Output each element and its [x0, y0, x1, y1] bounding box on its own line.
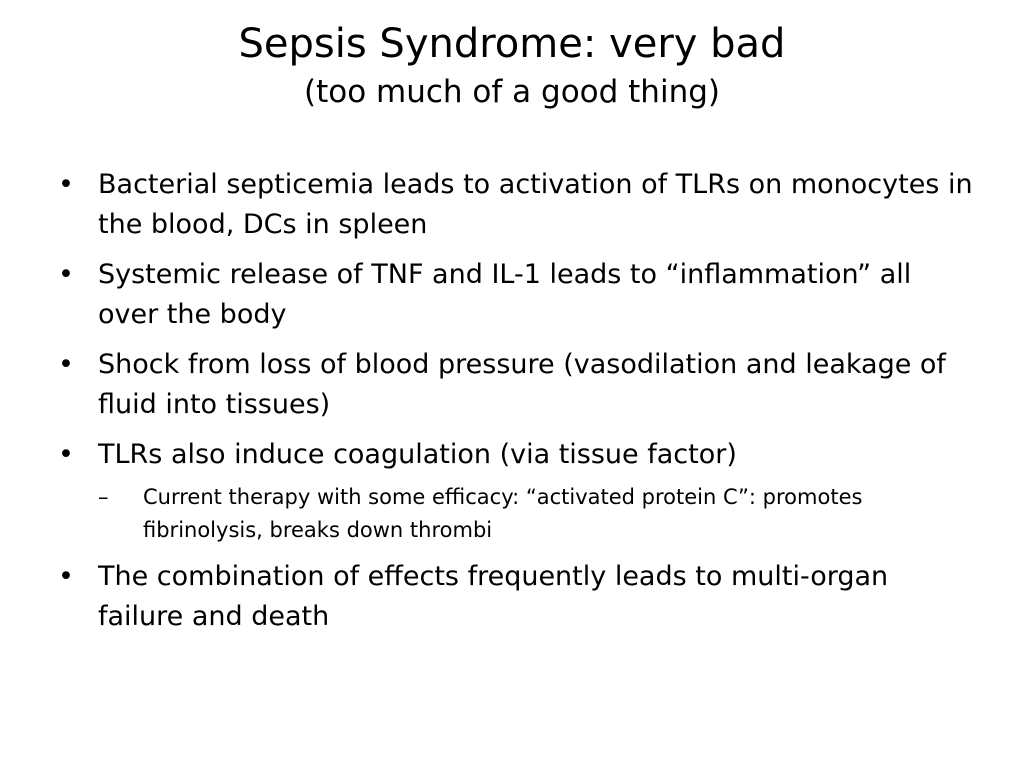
bullet-marker: •: [58, 259, 74, 290]
bullet-text: Bacterial septicemia leads to activation of TLRs on monocytes in the blood, DCs in spleen: [98, 169, 973, 240]
bullet-item: [58, 255, 978, 335]
bullet-item: [58, 557, 978, 637]
bullet-marker: •: [58, 439, 74, 470]
bullet-text: Shock from loss of blood pressure (vasodilation and leakage of fluid into tissues): [98, 349, 946, 420]
slide-subtitle: (too much of a good thing): [304, 74, 720, 110]
bullet-marker: •: [58, 349, 74, 380]
bullet-item: [58, 165, 978, 245]
bullet-text: TLRs also induce coagulation (via tissue factor): [98, 439, 737, 470]
title-block: [0, 18, 1024, 112]
bullet-list: [58, 165, 978, 647]
bullet-item: [58, 435, 978, 547]
sub-bullet-marker: –: [98, 485, 109, 509]
sub-bullet-text: Current therapy with some efficacy: “activated protein C”: promotes fibrinolysis, breaks down thrombi: [143, 485, 863, 542]
sub-bullet-list: [98, 481, 978, 547]
bullet-marker: •: [58, 169, 74, 200]
bullet-text: The combination of effects frequently leads to multi-organ failure and death: [98, 561, 889, 632]
bullet-text: Systemic release of TNF and IL-1 leads to “inflammation” all over the body: [98, 259, 912, 330]
slide-title: Sepsis Syndrome: very bad: [238, 21, 786, 67]
bullet-marker: •: [58, 561, 74, 592]
sub-bullet-item: [98, 481, 978, 547]
bullet-item: [58, 345, 978, 425]
